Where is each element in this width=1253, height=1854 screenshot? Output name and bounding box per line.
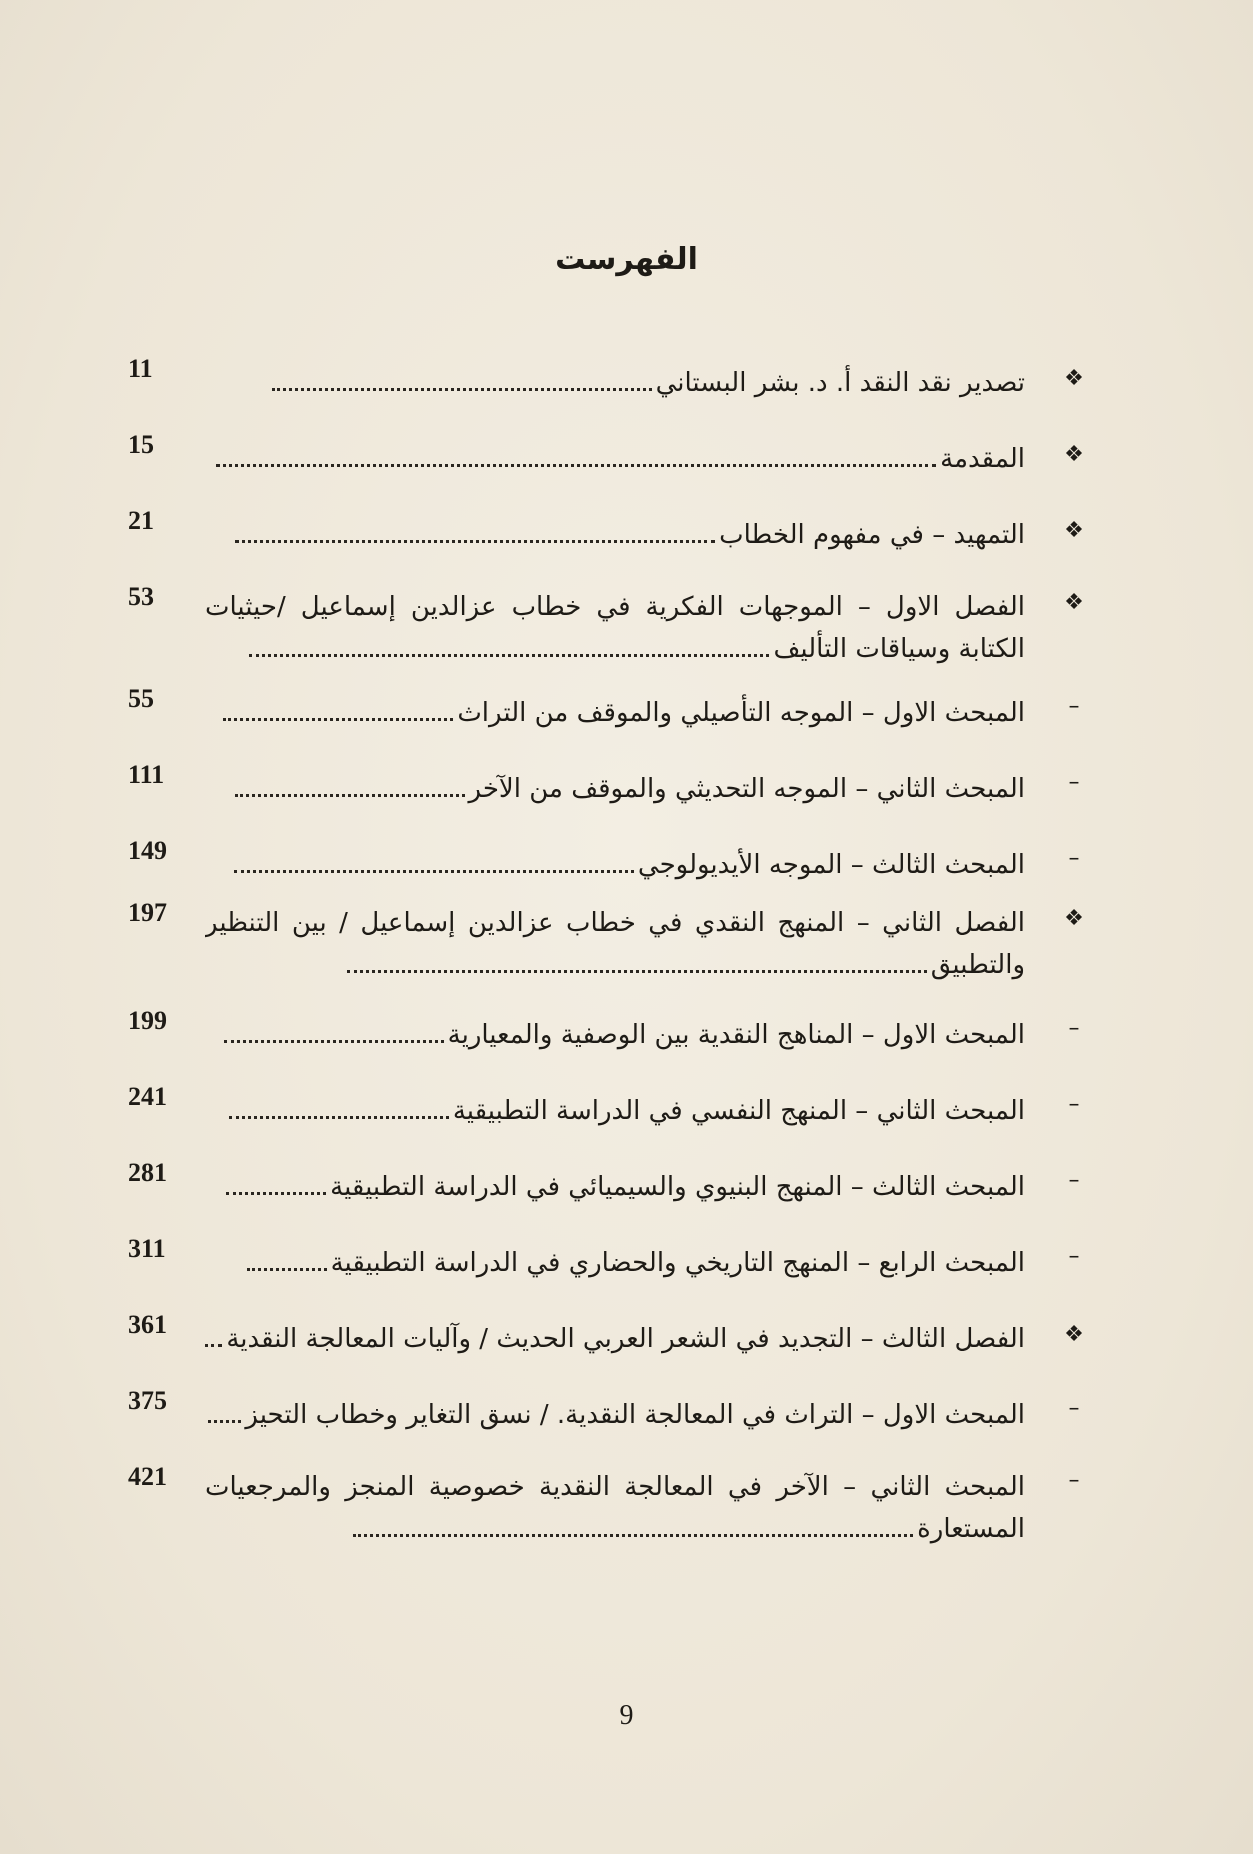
toc-page-number: 21 (128, 506, 154, 535)
page-title: الفهرست (555, 242, 698, 277)
toc-page-number: 15 (128, 430, 154, 459)
toc-page-number: 111 (128, 760, 165, 789)
diamond-bullet-icon: ❖ (1064, 518, 1084, 543)
dash-bullet-icon: – (1068, 846, 1080, 871)
toc-entry-text: المبحث الثاني – الموجه التحديثي والموقف من الآخر (468, 774, 1025, 804)
dash-bullet-icon: – (1068, 1244, 1080, 1269)
toc-page-number: 11 (128, 354, 153, 383)
diamond-bullet-icon: ❖ (1064, 366, 1084, 391)
dash-bullet-icon: – (1068, 1396, 1080, 1421)
toc-page-number: 375 (128, 1386, 167, 1415)
toc-entry-text: المبحث الثاني – المنهج النفسي في الدراسة التطبيقية (452, 1096, 1025, 1126)
page-number: 9 (619, 1700, 634, 1731)
toc-entry-text: التمهيد – في مفهوم الخطاب (719, 520, 1025, 550)
dash-bullet-icon: – (1068, 1168, 1080, 1193)
toc-page-number: 149 (128, 836, 167, 865)
toc-page-number: 197 (128, 898, 167, 927)
diamond-bullet-icon: ❖ (1064, 1322, 1084, 1347)
toc-entry-text: المقدمة (940, 444, 1025, 474)
toc-entry-text: الفصل الاول – الموجهات الفكرية في خطاب عزالدين إسماعيل /حيثيات الكتابة وسياقات التأليف (205, 592, 1025, 664)
diamond-bullet-icon: ❖ (1064, 442, 1084, 467)
toc-entry-text: المبحث الثالث – الموجه الأيديولوجي (637, 850, 1025, 880)
toc-entry-text: الفصل الثاني – المنهج النقدي في خطاب عزالدين إسماعيل / بين التنظير والتطبيق (205, 908, 1025, 980)
diamond-bullet-icon: ❖ (1064, 906, 1084, 931)
toc-entry-text: المبحث الاول – الموجه التأصيلي والموقف من التراث (457, 698, 1025, 728)
dash-bullet-icon: – (1068, 1092, 1080, 1117)
toc-page-number: 199 (128, 1006, 167, 1035)
toc-page-number: 281 (128, 1158, 167, 1187)
diamond-bullet-icon: ❖ (1064, 590, 1084, 615)
toc-entry-text: تصدير نقد النقد أ. د. بشر البستاني (655, 368, 1025, 398)
toc-entry-text: المبحث الاول – التراث في المعالجة النقدية. / نسق التغاير وخطاب التحيز (245, 1400, 1025, 1430)
toc-entry-text: المبحث الثاني – الآخر في المعالجة النقدية خصوصية المنجز والمرجعيات المستعارة (205, 1472, 1025, 1544)
dash-bullet-icon: – (1068, 770, 1080, 795)
toc-entry-text: المبحث الاول – المناهج النقدية بين الوصفية والمعيارية (447, 1020, 1025, 1050)
dash-bullet-icon: – (1068, 1468, 1080, 1493)
toc-page-number: 311 (128, 1234, 166, 1263)
dash-bullet-icon: – (1068, 694, 1080, 719)
toc-page-number: 53 (128, 582, 154, 611)
toc-page-number: 241 (128, 1082, 167, 1111)
toc-page-number: 361 (128, 1310, 167, 1339)
toc-entry-text: الفصل الثالث – التجديد في الشعر العربي الحديث / وآليات المعالجة النقدية (226, 1324, 1025, 1354)
toc-entry-text: المبحث الثالث – المنهج البنيوي والسيميائي في الدراسة التطبيقية (330, 1172, 1025, 1202)
toc-page-number: 55 (128, 684, 154, 713)
dash-bullet-icon: – (1068, 1016, 1080, 1041)
toc-page-number: 421 (128, 1462, 167, 1491)
toc-entry-text: المبحث الرابع – المنهج التاريخي والحضاري في الدراسة التطبيقية (330, 1248, 1025, 1278)
